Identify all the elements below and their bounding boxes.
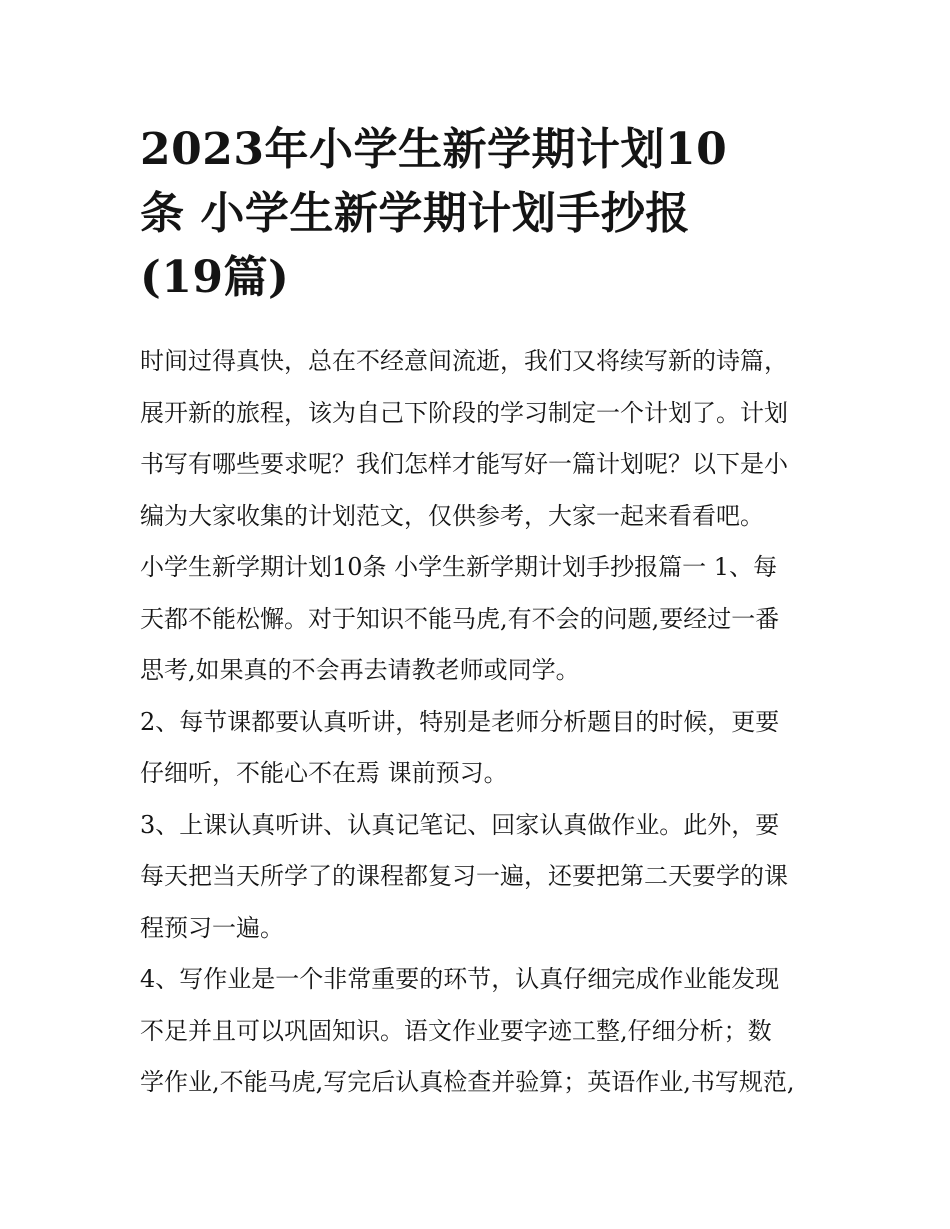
body-line: 思考,如果真的不会再去请教老师或同学。 bbox=[140, 656, 580, 684]
body-line: 书写有哪些要求呢？我们怎样才能写好一篇计划呢？以下是小 bbox=[140, 450, 788, 478]
document-page bbox=[140, 118, 815, 1109]
body-line: 小学生新学期计划10条 小学生新学期计划手抄报篇一 1、每 bbox=[140, 553, 778, 581]
body-line: 3、上课认真听讲、认真记笔记、回家认真做作业。此外，要 bbox=[140, 810, 780, 839]
title-line: 2023年小学生新学期计划10 bbox=[140, 124, 728, 175]
body-line: 每天把当天所学了的课程都复习一遍，还要把第二天要学的课 bbox=[140, 862, 788, 890]
document-body bbox=[140, 336, 815, 1109]
body-line: 仔细听，不能心不在焉 课前预习。 bbox=[140, 759, 508, 787]
body-line: 学作业,不能马虎,写完后认真检查并验算；英语作业,书写规范, bbox=[140, 1068, 795, 1096]
body-line: 天都不能松懈。对于知识不能马虎,有不会的问题,要经过一番 bbox=[140, 604, 780, 633]
title-line: 条 小学生新学期计划手抄报 bbox=[140, 188, 690, 239]
body-line: 不足并且可以巩固知识。语文作业要字迹工整,仔细分析；数 bbox=[140, 1016, 772, 1045]
body-line: 2、每节课都要认真听讲，特别是老师分析题目的时候，更要 bbox=[140, 707, 780, 736]
body-line: 程预习一遍。 bbox=[140, 913, 284, 942]
document-title bbox=[140, 118, 815, 310]
body-line: 时间过得真快，总在不经意间流逝，我们又将续写新的诗篇， bbox=[140, 347, 788, 375]
body-line: 4、写作业是一个非常重要的环节，认真仔细完成作业能发现 bbox=[140, 965, 780, 993]
title-line: (19篇) bbox=[140, 252, 290, 303]
body-line: 展开新的旅程，该为自己下阶段的学习制定一个计划了。计划 bbox=[140, 398, 788, 427]
body-line: 编为大家收集的计划范文，仅供参考，大家一起来看看吧。 bbox=[140, 501, 764, 530]
